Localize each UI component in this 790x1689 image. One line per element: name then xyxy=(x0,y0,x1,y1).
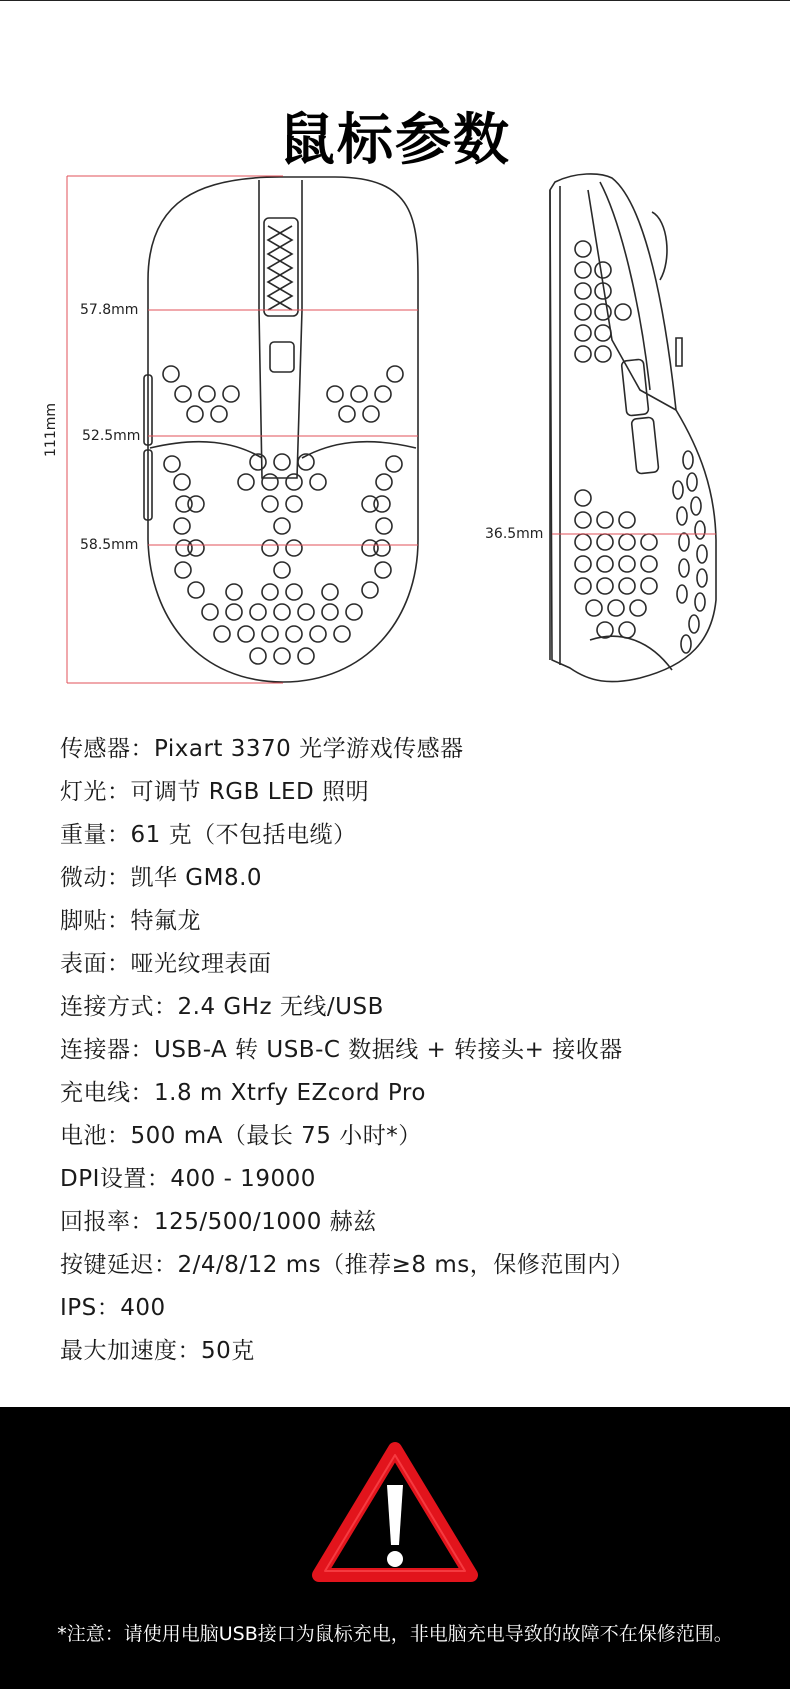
top-rule xyxy=(0,0,790,1)
spec-dpi: DPI设置：400 - 19000 xyxy=(60,1166,316,1192)
spec-sensor: 传感器：Pixart 3370 光学游戏传感器 xyxy=(60,736,464,762)
spec-charging-cable: 充电线：1.8 m Xtrfy EZcord Pro xyxy=(60,1080,426,1106)
spec-switches: 微动：凯华 GM8.0 xyxy=(60,865,263,891)
page-title: 鼠标参数 xyxy=(279,107,511,173)
spec-ips: IPS：400 xyxy=(60,1295,166,1321)
dim-height-label: 36.5mm xyxy=(485,526,544,542)
dim-width-mid-label: 52.5mm xyxy=(82,428,141,444)
spec-surface: 表面：哑光纹理表面 xyxy=(60,951,272,977)
spec-list xyxy=(60,728,760,1373)
spec-weight: 重量：61 克（不包括电缆） xyxy=(60,822,357,848)
spec-lighting: 灯光：可调节 RGB LED 照明 xyxy=(60,779,370,805)
dim-width-rear-label: 58.5mm xyxy=(80,537,139,553)
dim-width-front-label: 57.8mm xyxy=(80,302,139,318)
mouse-top-view xyxy=(144,177,418,682)
spec-polling-rate: 回报率：125/500/1000 赫兹 xyxy=(60,1209,377,1235)
top-view-holes xyxy=(163,366,403,664)
spec-connector: 连接器：USB-A 转 USB-C 数据线 + 转接头+ 接收器 xyxy=(60,1037,623,1063)
warning-banner xyxy=(0,1407,790,1689)
side-view-holes xyxy=(575,241,707,653)
mouse-side-view xyxy=(550,174,716,682)
mouse-dimension-diagram xyxy=(0,160,790,700)
spec-acceleration: 最大加速度：50克 xyxy=(60,1338,255,1364)
spec-feet: 脚贴：特氟龙 xyxy=(60,908,201,934)
dimension-lines xyxy=(67,176,716,683)
warning-note: *注意：请使用电脑USB接口为鼠标充电，非电脑充电导致的故障不在保修范围。 xyxy=(57,1623,733,1645)
warning-triangle-icon xyxy=(305,1433,485,1593)
dim-length-label: 111mm xyxy=(43,403,59,457)
spec-battery: 电池：500 mA（最长 75 小时*） xyxy=(60,1123,422,1149)
spec-debounce: 按键延迟：2/4/8/12 ms（推荐≥8 ms，保修范围内） xyxy=(60,1252,635,1278)
spec-connection: 连接方式：2.4 GHz 无线/USB xyxy=(60,994,384,1020)
